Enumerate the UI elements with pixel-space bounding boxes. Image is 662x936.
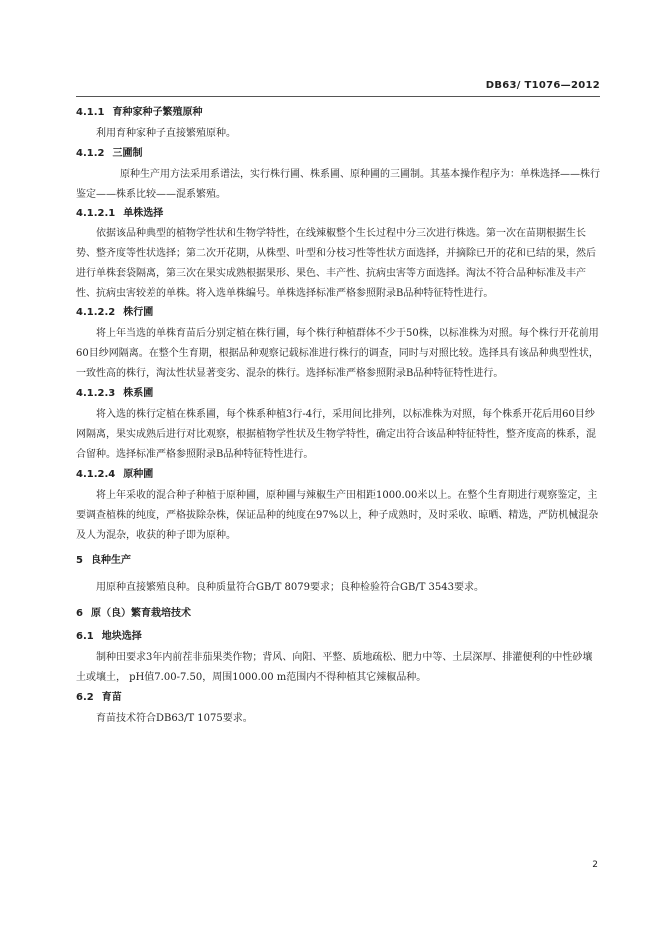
document-code: DB63/ T1076—2012 [485,80,600,91]
heading-4-1-2 [76,147,602,161]
heading-title: 育苗 [101,692,122,703]
heading-title: 株行圃 [123,307,154,318]
heading-5 [76,554,602,568]
paragraph-5: 用原种直接繁殖良种。良种质量符合GB/T 8079要求；良种检验符合GB/T 3543要求。 [96,582,485,593]
heading-4-1-2-3 [76,387,602,401]
paragraph-6-1: 制种田要求3年内前茬非茄果类作物；背风、向阳、平整、质地疏松、肥力中等、土层深厚、排灌便利的中性砂壤土或壤土， pH值7.00-7.50，周围1000.00 m范围内不得种植其它辣椒品种。 [76,652,593,683]
heading-title: 三圃制 [112,148,143,159]
paragraph-4-1-2-3: 将入选的株行定植在株系圃，每个株系种植3行-4行，采用间比排列，以标准株为对照，每个株系开花后用60目纱网隔离，果实成熟后进行对比观察，根据植物学性状及生物学特性，确定出符合该品种特征特性，整齐度高的株系，混合留种。选择标准严格参照附录B品种特征特性进行。 [76,409,596,460]
heading-4-1-2-1 [76,207,602,221]
heading-6-2 [76,691,602,705]
heading-number: 4.1.2.2 [76,307,116,318]
heading-title: 地块选择 [101,631,142,642]
paragraph-4-1-2-2: 将上年当选的单株育苗后分别定植在株行圃，每个株行种植群体不少于50株，以标准株为对照。每个株行开花前用60目纱网隔离。在整个生育期，根据品种观察记载标准进行株行的调查，同时与对照比较。选择具有该品种典型性状，一致性高的株行，淘汰性状显著变劣、混杂的株行。选择标准严格参照附录B品种特征特性进行。 [76,328,599,379]
heading-number: 6.1 [76,631,94,642]
heading-number: 5 [76,555,83,566]
heading-title: 株系圃 [123,388,154,399]
heading-title: 原（良）繁育栽培技术 [90,608,191,619]
paragraph-4-1-2-4: 将上年采收的混合种子种植于原种圃，原种圃与辣椒生产田相距1000.00米以上。在整个生育期进行观察鉴定，主要调查植株的纯度，严格拔除杂株，保证品种的纯度在97%以上，种子成熟时，及时采收、晾晒、精选，严防机械混杂及人为混杂，收获的种子即为原种。 [76,490,599,541]
paragraph-4-1-2-1: 依据该品种典型的植物学性状和生物学特性，在线辣椒整个生长过程中分三次进行株选。第一次在苗期根据生长势、整齐度等性状选择；第二次开花期，从株型、叶型和分枝习性等性状方面选择，并摘除已开的花和已结的果，然后进行单株套袋隔离，第三次在果实成熟根据果形、果色、丰产性、抗病虫害等方面选择。淘汰不符合品种标准及丰产性、抗病虫害较差的单株。将入选单株编号。单株选择标准严格参照附录B品种特征特性进行。 [76,228,596,299]
paragraph-4-1-1: 利用育种家种子直接繁殖原种。 [96,128,236,139]
heading-number: 6 [76,608,83,619]
document-body [76,103,602,729]
heading-number: 4.1.2 [76,148,105,159]
paragraph-4-1-2: 原种生产用方法采用系谱法，实行株行圃、株系圃、原种圃的三圃制。其基本操作程序为：单株选择——株行鉴定——株系比较——混系繁殖。 [76,169,600,200]
heading-number: 4.1.2.3 [76,388,116,399]
heading-4-1-2-2 [76,306,602,320]
heading-number: 4.1.1 [76,107,105,118]
heading-title: 育种家种子繁殖原种 [112,107,203,118]
paragraph-6-2: 育苗技术符合DB63/T 1075要求。 [96,713,253,724]
heading-number: 4.1.2.1 [76,208,116,219]
page-number: 2 [592,860,598,870]
heading-number: 6.2 [76,692,94,703]
heading-title: 原种圃 [123,469,154,480]
heading-title: 单株选择 [123,208,164,219]
heading-4-1-2-4 [76,468,602,482]
header-rule [76,96,600,97]
heading-4-1-1 [76,106,602,120]
heading-title: 良种生产 [90,555,131,566]
heading-6-1 [76,630,602,644]
heading-6 [76,607,602,621]
heading-number: 4.1.2.4 [76,469,116,480]
